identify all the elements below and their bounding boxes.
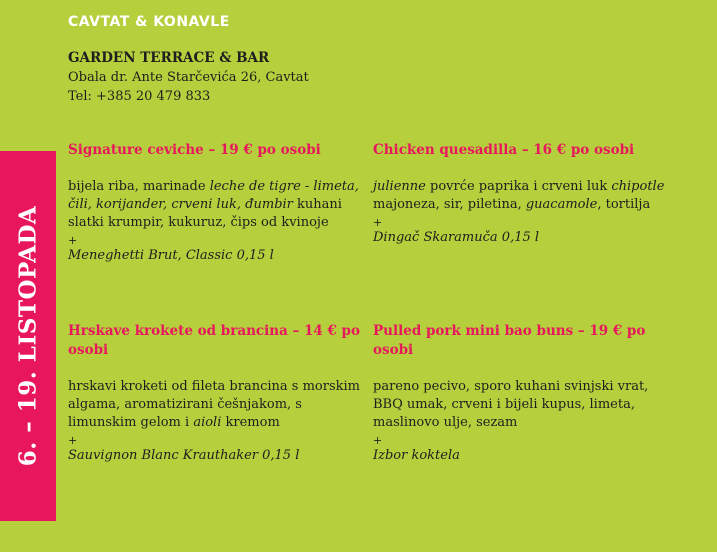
- description-segment: kremom: [221, 415, 280, 430]
- menu-item-description: [373, 378, 673, 432]
- description-segment: chipotle: [611, 179, 665, 194]
- pairing-plus: +: [68, 434, 78, 447]
- description-segment: pareno pecivo, sporo kuhani svinjski vrat, BBQ umak, crveni i bijeli kupus, limeta, maslinovo ulje, sezam: [373, 379, 649, 430]
- menu-item-ceviche: [68, 141, 368, 265]
- venue-address: Obala dr. Ante Starčevića 26, Cavtat: [68, 70, 309, 85]
- menu-item-description: [68, 378, 368, 432]
- description-segment: kuhani slatki krumpir, kukuruz, čips od kvinoje: [68, 197, 342, 230]
- description-segment: leche de tigre - limeta, čili, korijander, crveni luk, đumbir: [68, 179, 359, 212]
- pairing-plus: +: [68, 234, 78, 247]
- menu-item-title: Chicken quesadilla – 16 € po osobi: [373, 142, 635, 158]
- description-segment: aioli: [193, 415, 222, 430]
- date-range: 6. – 19. LISTOPADA: [14, 205, 42, 467]
- pairing-plus: +: [373, 216, 383, 229]
- description-segment: hrskavi kroketi od fileta brancina s morskim algama, aromatizirani češnjakom, s limunskim gelom i: [68, 379, 360, 430]
- region-heading: CAVTAT & KONAVLE: [68, 14, 230, 30]
- menu-item-description: [373, 178, 673, 214]
- menu-item-croquettes: [68, 322, 368, 465]
- description-segment: majoneza, sir, piletina,: [373, 197, 526, 212]
- venue-name: GARDEN TERRACE & BAR: [68, 50, 270, 66]
- description-segment: , tortilja: [597, 197, 651, 212]
- menu-item-description: [68, 178, 368, 232]
- drink-pairing: Meneghetti Brut, Classic 0,15 l: [68, 248, 274, 263]
- pairing-plus: +: [373, 434, 383, 447]
- venue-info: [68, 49, 309, 106]
- drink-pairing: Dingač Skaramuča 0,15 l: [373, 230, 540, 245]
- description-segment: povrće paprika i crveni luk: [425, 179, 612, 194]
- date-sidebar: [0, 151, 56, 521]
- drink-pairing: Izbor koktela: [373, 448, 460, 463]
- menu-item-bao-buns: [373, 322, 673, 465]
- menu-item-title: Hrskave krokete od brancina – 14 € po osobi: [68, 323, 360, 358]
- description-segment: julienne: [373, 179, 426, 194]
- description-segment: bijela riba, marinade: [68, 179, 210, 194]
- drink-pairing: Sauvignon Blanc Krauthaker 0,15 l: [68, 448, 300, 463]
- description-segment: guacamole: [525, 197, 598, 212]
- menu-item-title: Pulled pork mini bao buns – 19 € po osobi: [373, 323, 646, 358]
- menu-item-title: Signature ceviche – 19 € po osobi: [68, 142, 321, 158]
- venue-phone: Tel: +385 20 479 833: [68, 89, 211, 104]
- menu-item-quesadilla: [373, 141, 673, 247]
